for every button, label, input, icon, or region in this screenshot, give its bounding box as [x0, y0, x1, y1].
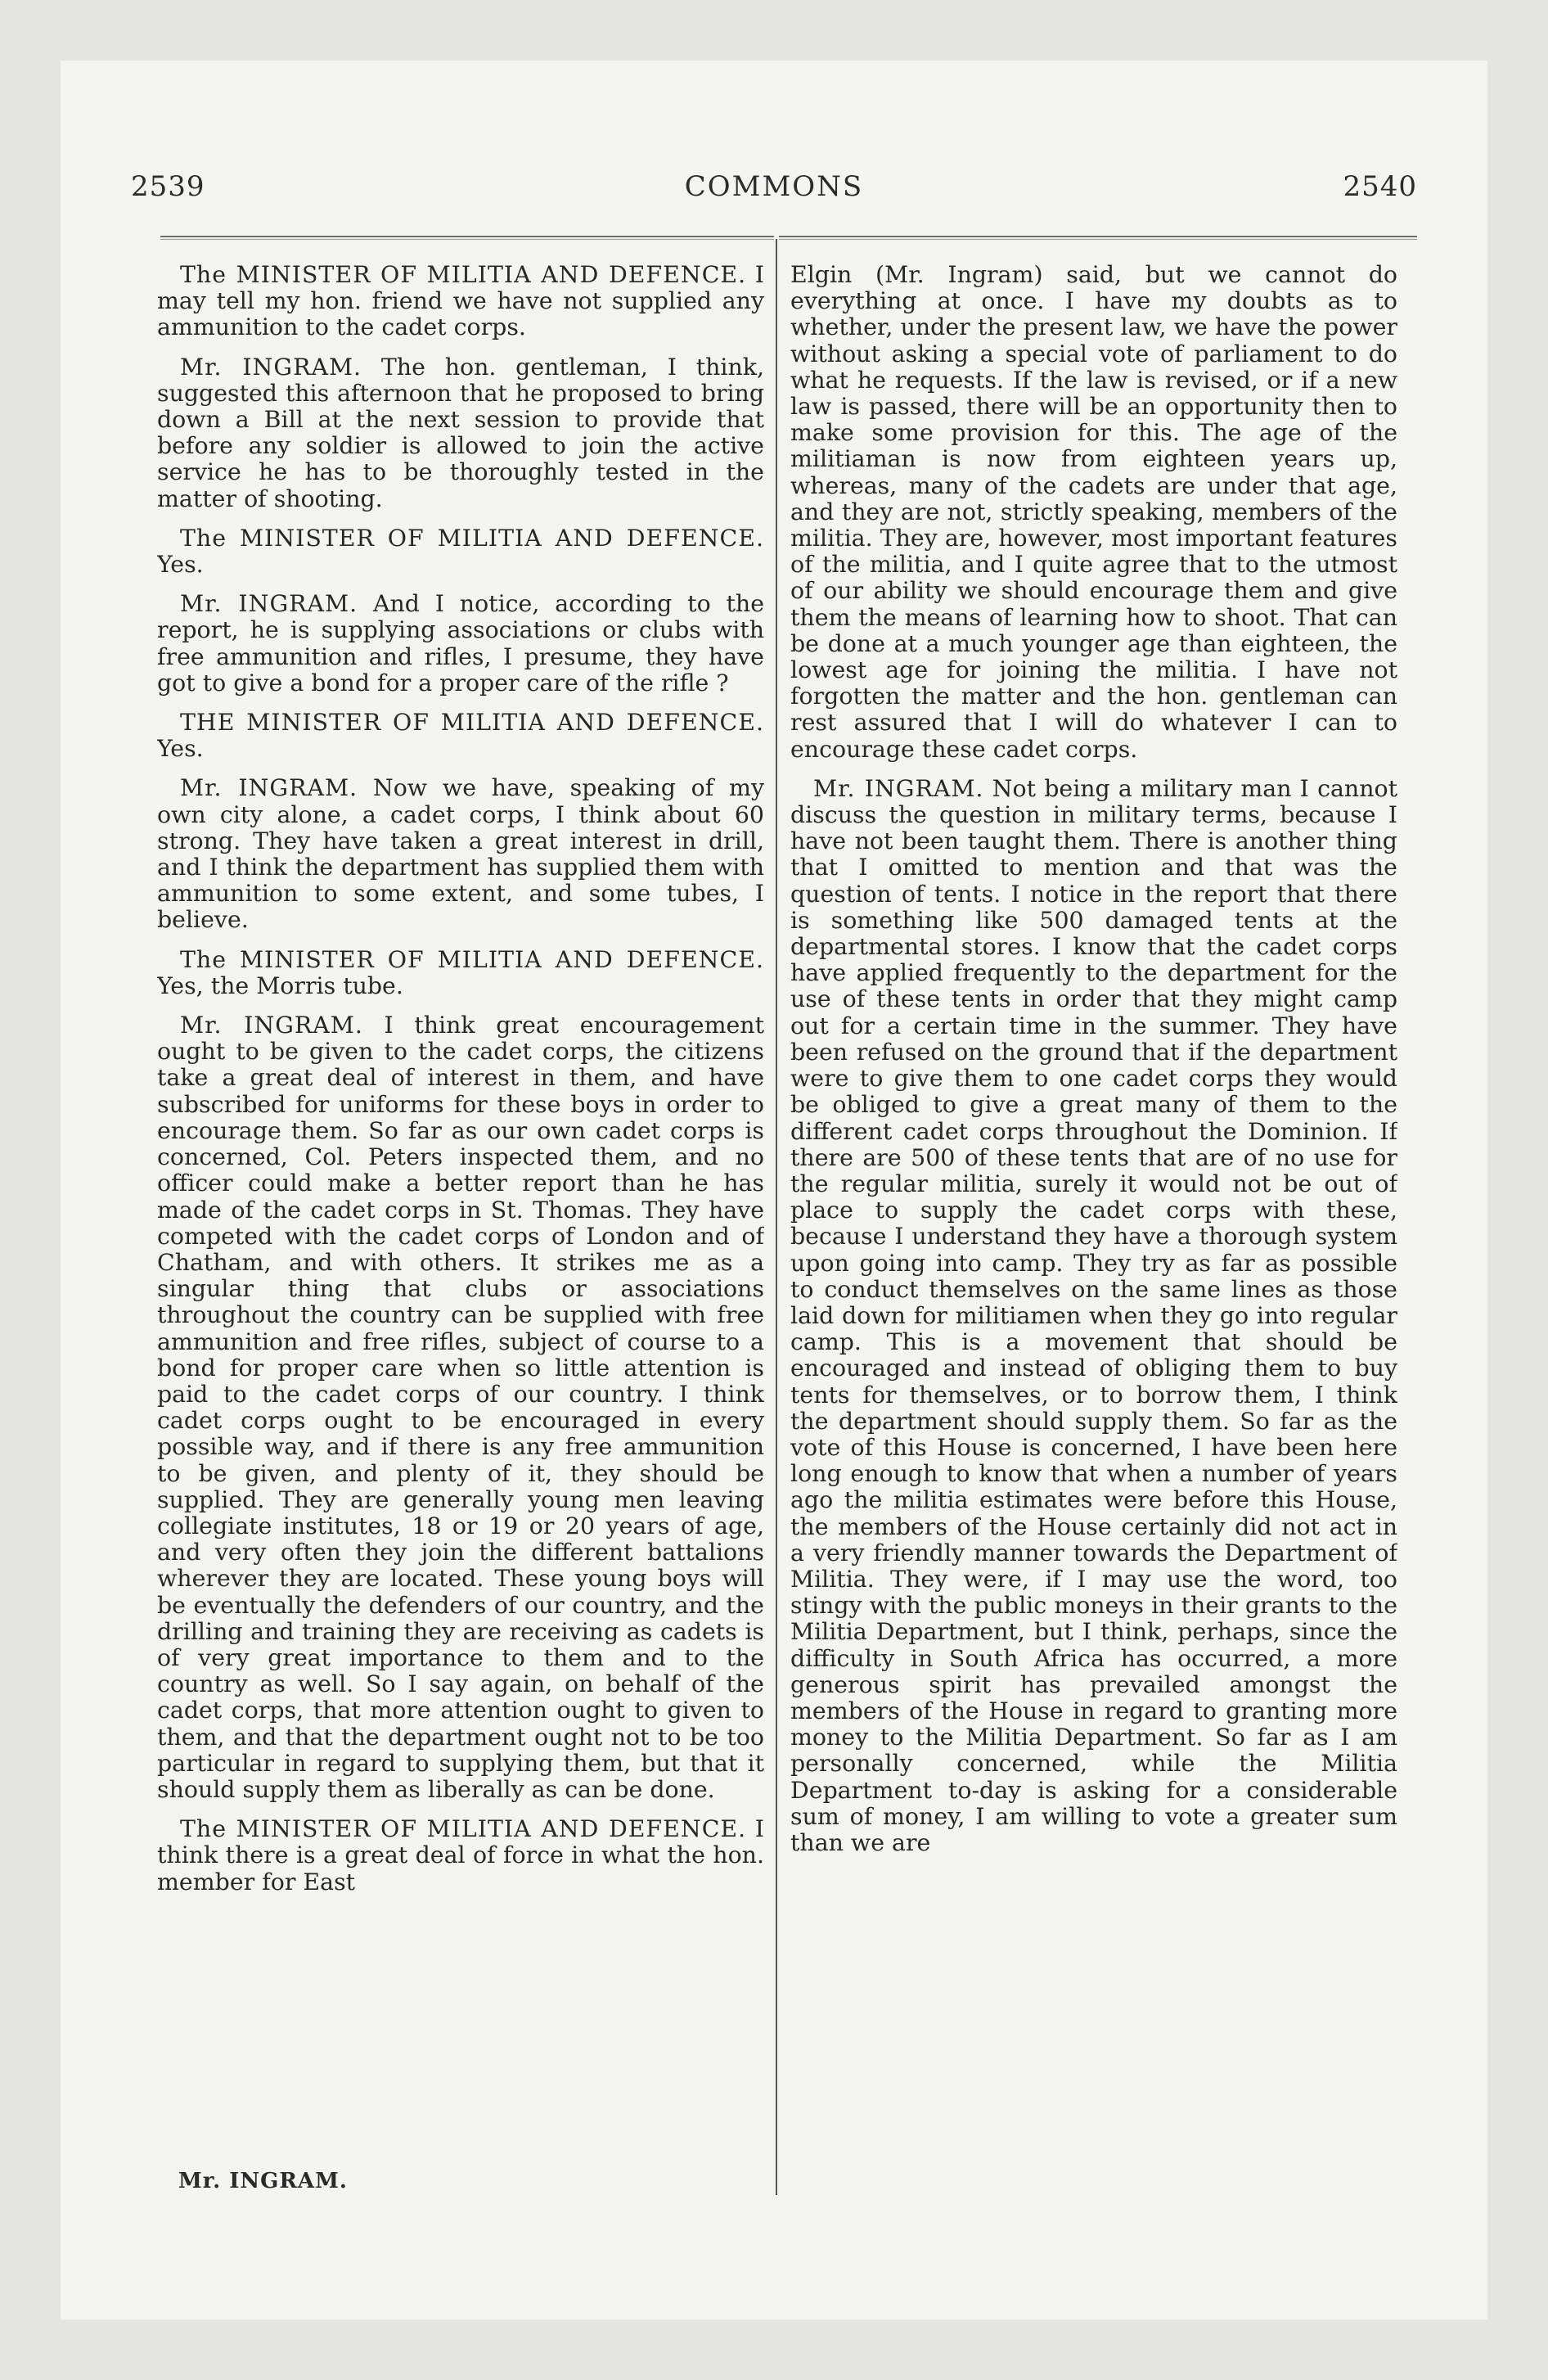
- speaker-name: Mr. INGRAM.: [180, 774, 358, 802]
- speech-text: I may tell my hon. friend we have not supplied any ammunition to the cadet corps.: [157, 262, 764, 341]
- speaker-name: Mr. INGRAM.: [180, 353, 362, 381]
- paragraph: [157, 947, 764, 999]
- paragraph: [157, 591, 764, 696]
- header-rule-left: [160, 236, 774, 240]
- paragraph: [157, 262, 764, 341]
- column-divider: [776, 239, 777, 2195]
- left-column: [157, 262, 764, 2177]
- speaker-name: THE MINISTER OF MILITIA AND DEFENCE.: [180, 709, 764, 737]
- speech-text: The hon. gentleman, I think, suggested this afternoon that he proposed to bring down a Bill at the next session to provide that before any soldier is allowed to join the active service he has to be thoroughly tested in the matter of shooting.: [157, 353, 764, 512]
- speaker-name: The MINISTER OF MILITIA AND DEFENCE.: [180, 524, 764, 552]
- speech-text: Elgin (Mr. Ingram) said, but we cannot do everything at once. I have my doubts as to whether, under the present law, we have the power without asking a special vote of parliament to do what he requests. If the law is revised, or if a new law is passed, there will be an opportunity then to make some provision for this. The age of the militiaman is now from eighteen years up, whereas, many of the cadets are under that age, and they are not, strictly speaking, members of the militia. They are, however, most important features of the militia, and I quite agree that to the utmost of our ability we should encourage them and give them the means of learning how to shoot. That can be done at a much younger age than eighteen, the lowest age for joining the militia. I have not forgotten the matter and the hon. gentleman can rest assured that I will do whatever I can to encourage these cadet corps.: [790, 262, 1397, 763]
- speaker-name: The MINISTER OF MILITIA AND DEFENCE.: [180, 262, 747, 288]
- speech-text: And I notice, according to the report, he is supplying associations or clubs with free ammunition and rifles, I presume, they have got to give a bond for a proper care of the rifle ?: [157, 590, 764, 696]
- header-rule-right: [779, 236, 1417, 240]
- paragraph: [157, 525, 764, 578]
- speech-text: Yes, the Morris tube.: [157, 971, 403, 999]
- speaker-name: The MINISTER OF MILITIA AND DEFENCE.: [180, 945, 764, 973]
- speech-text: Yes.: [157, 551, 204, 579]
- paragraph: [157, 775, 764, 933]
- page-title: COMMONS: [684, 170, 864, 203]
- speaker-name: The MINISTER OF MILITIA AND DEFENCE.: [180, 1815, 747, 1843]
- paragraph: [790, 776, 1397, 1856]
- speech-text: Yes.: [157, 735, 204, 763]
- right-column: [790, 262, 1397, 2177]
- speaker-name: Mr. INGRAM.: [180, 1012, 363, 1039]
- paragraph: [157, 710, 764, 762]
- speech-text: I think there is a great deal of force in what the hon. member for East: [157, 1815, 764, 1895]
- page-number-left: 2539: [131, 170, 205, 203]
- speaker-name: Mr. INGRAM.: [813, 774, 984, 802]
- paragraph: [157, 1012, 764, 1803]
- speech-text: Now we have, speaking of my own city alone, a cadet corps, I think about 60 strong. They have taken a great interest in drill, and I think the department has supplied them with ammunition to some extent, and some tubes, I believe.: [157, 774, 764, 934]
- catchword-footer: Mr. INGRAM.: [178, 2169, 348, 2193]
- speech-text: I think great encouragement ought to be given to the cadet corps, the citizens take a great deal of interest in them, and have subscribed for uniforms for these boys in order to encourage them. So far as our own cadet corps is concerned, Col. Peters inspected them, and no officer could make a better report than he has made of the cadet corps in St. Thomas. They have competed with the cadet corps of London and of Chatham, and with others. It strikes me as a singular thing that clubs or associations throughout the country can be supplied with free ammunition and free rifles, subject of course to a bond for proper care when so little attention is paid to the cadet corps of our country. I think cadet corps ought to be encouraged in every possible way, and if there is any free ammunition to be given, and plenty of it, they should be supplied. They are generally young men leaving collegiate institutes, 18 or 19 or 20 years of age, and very often they join the different battalions wherever they are located. These young boys will be eventually the defenders of our country, and the drilling and training they are receiving as cadets is of very great importance to them and to the country as well. So I say again, on behalf of the cadet corps, that more attention ought to given to them, and that the department ought not to be too particular in regard to supplying them, but that it should supply them as liberally as can be done.: [157, 1012, 764, 1803]
- page-header: [131, 170, 1417, 211]
- speaker-name: Mr. INGRAM.: [180, 590, 358, 618]
- speech-text: Not being a military man I cannot discuss the question in military terms, because I have not been taught them. There is another thing that I omitted to mention and that was the question of tents. I notice in the report that there is something like 500 damaged tents at the departmental stores. I know that the cadet corps have applied frequently to the department for the use of these tents in order that they might camp out for a certain time in the summer. They have been refused on the ground that if the department were to give them to one cadet corps they would be obliged to give a great many of them to the different cadet corps throughout the Dominion. If there are 500 of these tents that are of no use for the regular militia, surely it would not be out of place to supply the cadet corps with these, because I understand they have a thorough system upon going into camp. They try as far as possible to conduct themselves on the same lines as those laid down for militiamen when they go into regular camp. This is a movement that should be encouraged and instead of obliging them to buy tents for themselves, or to borrow them, I think the department should supply them. So far as the vote of this House is concerned, I have been here long enough to know that when a number of years ago the militia estimates were before this House, the members of the House certainly did not act in a very friendly manner towards the Department of Militia. They were, if I may use the word, too stingy with the public moneys in their grants to the Militia Department, but I think, perhaps, since the difficulty in South Africa has occurred, a more generous spirit has prevailed amongst the members of the House in regard to granting more money to the Militia Department. So far as I am personally concerned, while the Militia Department to-day is asking for a considerable sum of money, I am willing to vote a greater sum than we are: [790, 774, 1397, 1856]
- page-number-right: 2540: [1343, 170, 1417, 203]
- paragraph: [157, 354, 764, 512]
- paragraph: [157, 1816, 764, 1895]
- paragraph: [790, 262, 1397, 763]
